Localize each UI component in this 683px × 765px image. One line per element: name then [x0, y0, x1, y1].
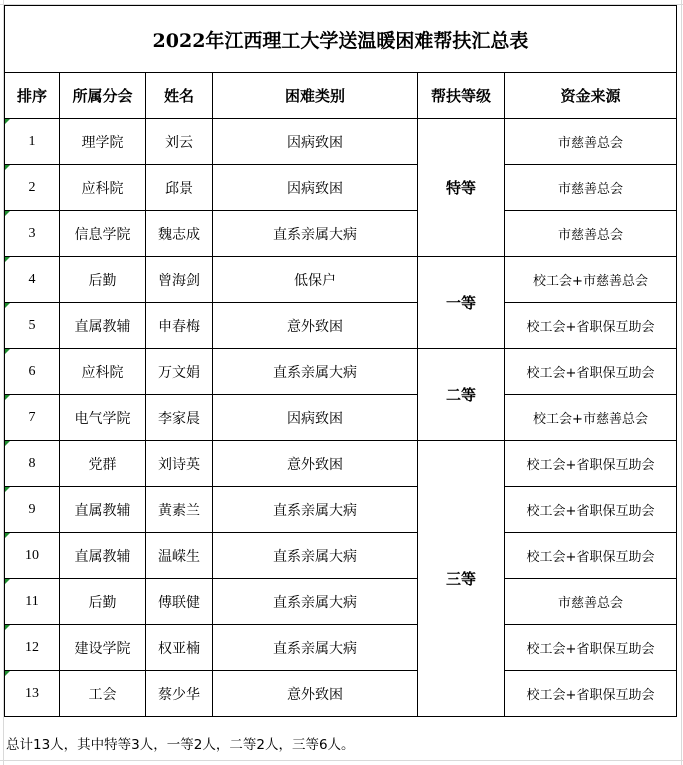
- comment-marker: [5, 303, 10, 308]
- gridline: [0, 760, 683, 761]
- cell-order[interactable]: 4: [5, 257, 60, 303]
- cell-level-special[interactable]: 特等: [418, 119, 505, 257]
- cell-unit[interactable]: 电气学院: [60, 395, 146, 441]
- cell-category[interactable]: 因病致困: [213, 119, 418, 165]
- cell-unit[interactable]: 直属教辅: [60, 303, 146, 349]
- header-cell-name[interactable]: 姓名: [146, 73, 213, 119]
- cell-source[interactable]: 校工会+省职保互助会: [505, 533, 677, 579]
- cell-source[interactable]: 市慈善总会: [505, 119, 677, 165]
- cell-order[interactable]: 7: [5, 395, 60, 441]
- cell-name[interactable]: 蔡少华: [146, 671, 213, 717]
- table-row: [5, 533, 677, 579]
- cell-order[interactable]: 9: [5, 487, 60, 533]
- cell-name[interactable]: 曾海剑: [146, 257, 213, 303]
- gridline: [681, 0, 682, 765]
- cell-name[interactable]: 黄素兰: [146, 487, 213, 533]
- cell-category[interactable]: 直系亲属大病: [213, 625, 418, 671]
- header-cell-unit[interactable]: 所属分会: [60, 73, 146, 119]
- cell-name[interactable]: 申春梅: [146, 303, 213, 349]
- cell-unit[interactable]: 直属教辅: [60, 487, 146, 533]
- cell-category[interactable]: 意外致困: [213, 441, 418, 487]
- header-cell-source[interactable]: 资金来源: [505, 73, 677, 119]
- cell-order[interactable]: 13: [5, 671, 60, 717]
- comment-marker: [5, 119, 10, 124]
- cell-source[interactable]: 校工会+省职保互助会: [505, 303, 677, 349]
- comment-marker: [5, 395, 10, 400]
- comment-marker: [5, 533, 10, 538]
- header-cell-level[interactable]: 帮扶等级: [418, 73, 505, 119]
- comment-marker: [5, 349, 10, 354]
- comment-marker: [5, 257, 10, 262]
- cell-category[interactable]: 直系亲属大病: [213, 211, 418, 257]
- cell-source[interactable]: 校工会+省职保互助会: [505, 625, 677, 671]
- cell-name[interactable]: 温嵘生: [146, 533, 213, 579]
- cell-category[interactable]: 因病致困: [213, 165, 418, 211]
- cell-unit[interactable]: 直属教辅: [60, 533, 146, 579]
- cell-name[interactable]: 刘诗英: [146, 441, 213, 487]
- cell-name[interactable]: 权亚楠: [146, 625, 213, 671]
- table-row: [5, 579, 677, 625]
- table-title[interactable]: 2022年江西理工大学送温暖困难帮扶汇总表: [5, 6, 677, 73]
- cell-source[interactable]: 市慈善总会: [505, 579, 677, 625]
- comment-marker: [5, 625, 10, 630]
- cell-category[interactable]: 直系亲属大病: [213, 487, 418, 533]
- cell-unit[interactable]: 后勤: [60, 257, 146, 303]
- cell-order[interactable]: 11: [5, 579, 60, 625]
- comment-marker: [5, 211, 10, 216]
- cell-name[interactable]: 邱景: [146, 165, 213, 211]
- cell-order[interactable]: 10: [5, 533, 60, 579]
- cell-source[interactable]: 校工会+省职保互助会: [505, 671, 677, 717]
- cell-unit[interactable]: 建设学院: [60, 625, 146, 671]
- cell-order[interactable]: 2: [5, 165, 60, 211]
- cell-source[interactable]: 校工会+市慈善总会: [505, 395, 677, 441]
- cell-category[interactable]: 因病致困: [213, 395, 418, 441]
- cell-name[interactable]: 万文娟: [146, 349, 213, 395]
- cell-unit[interactable]: 应科院: [60, 349, 146, 395]
- summary-note[interactable]: 总计13人，其中特等3人，一等2人，二等2人，三等6人。: [6, 737, 355, 753]
- cell-unit[interactable]: 党群: [60, 441, 146, 487]
- cell-category[interactable]: 直系亲属大病: [213, 533, 418, 579]
- table-row: [5, 303, 677, 349]
- comment-marker: [5, 487, 10, 492]
- cell-name[interactable]: 刘云: [146, 119, 213, 165]
- cell-source[interactable]: 市慈善总会: [505, 165, 677, 211]
- cell-source[interactable]: 校工会+省职保互助会: [505, 487, 677, 533]
- cell-order[interactable]: 12: [5, 625, 60, 671]
- comment-marker: [5, 165, 10, 170]
- cell-unit[interactable]: 应科院: [60, 165, 146, 211]
- cell-category[interactable]: 低保户: [213, 257, 418, 303]
- table-row: [5, 395, 677, 441]
- cell-unit[interactable]: 信息学院: [60, 211, 146, 257]
- cell-unit[interactable]: 后勤: [60, 579, 146, 625]
- cell-order[interactable]: 3: [5, 211, 60, 257]
- table-row: [5, 441, 677, 487]
- table-row: [5, 165, 677, 211]
- comment-marker: [5, 441, 10, 446]
- cell-name[interactable]: 傅联健: [146, 579, 213, 625]
- comment-marker: [5, 671, 10, 676]
- table-row: [5, 211, 677, 257]
- cell-order[interactable]: 6: [5, 349, 60, 395]
- table-row: [5, 119, 677, 165]
- cell-order[interactable]: 1: [5, 119, 60, 165]
- table-row: [5, 671, 677, 717]
- cell-source[interactable]: 校工会+市慈善总会: [505, 257, 677, 303]
- cell-level-second[interactable]: 二等: [418, 349, 505, 441]
- header-row: [5, 73, 677, 119]
- table-row: [5, 349, 677, 395]
- table-row: [5, 487, 677, 533]
- cell-unit[interactable]: 理学院: [60, 119, 146, 165]
- cell-order[interactable]: 5: [5, 303, 60, 349]
- cell-name[interactable]: 魏志成: [146, 211, 213, 257]
- cell-order[interactable]: 8: [5, 441, 60, 487]
- cell-name[interactable]: 李家晨: [146, 395, 213, 441]
- cell-source[interactable]: 市慈善总会: [505, 211, 677, 257]
- cell-category[interactable]: 直系亲属大病: [213, 349, 418, 395]
- summary-table: [4, 5, 677, 717]
- cell-source[interactable]: 校工会+省职保互助会: [505, 349, 677, 395]
- header-cell-category[interactable]: 困难类别: [213, 73, 418, 119]
- cell-source[interactable]: 校工会+省职保互助会: [505, 441, 677, 487]
- comment-marker: [5, 579, 10, 584]
- table-row: [5, 625, 677, 671]
- cell-unit[interactable]: 工会: [60, 671, 146, 717]
- cell-category[interactable]: 直系亲属大病: [213, 579, 418, 625]
- cell-level-first[interactable]: 一等: [418, 257, 505, 349]
- cell-category[interactable]: 意外致困: [213, 303, 418, 349]
- cell-category[interactable]: 意外致困: [213, 671, 418, 717]
- cell-level-third[interactable]: 三等: [418, 441, 505, 717]
- table-row: [5, 257, 677, 303]
- header-cell-order[interactable]: 排序: [5, 73, 60, 119]
